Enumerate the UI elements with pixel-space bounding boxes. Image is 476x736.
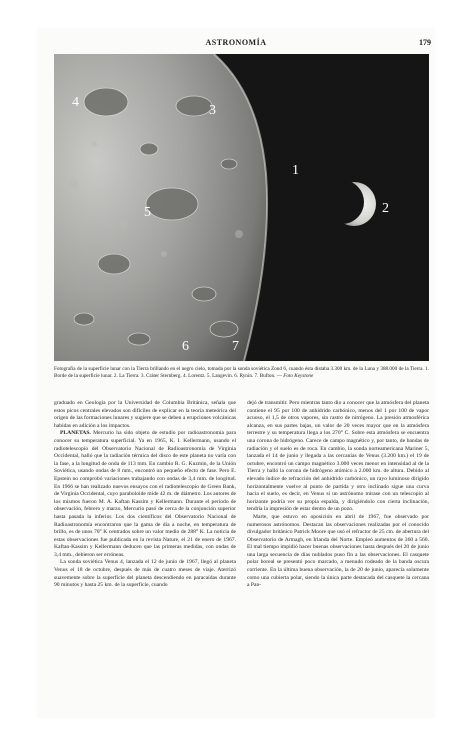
- photo-credit: Foto Keystone: [283, 373, 314, 379]
- article-body: [54, 400, 429, 716]
- paragraph: La sonda soviética Venus 4, lanzada el 12 de junio de 1967, llegó al planeta Venus el 18 de octubre, después de más de cuatro meses de viaje. Aterrizó suavemente sobre la superficie del planeta descendiendo en paracaídas durante 90 minutos y hasta 25 km. de la superficie, cuando: [54, 559, 236, 589]
- paragraph-text: Mercurio ha sido objeto de estudio por radioastronomía para conocer su temperatura superficial. Ya en 1965, K. I. Kellermann, usando el radiotelescopio del Observatorio Nacional de Radioastronomía de Virginia Occidental, halló que la radiación térmica del disco de este planeta no varía con la fase, a la longitud de onda de 113 mm. En cambio R. G. Kuzmin, de la Unión Soviética, usando ondas de 8 mm., encontró un pequeño efecto de fase. Pero E. Epstein no comprobó variaciones trabajando con ondas de 3,4 mm. de longitud. En 1966 se han realizado nuevos ensayos con el radiotelescopio de Green Bank, de Virginia Occidental, cuyo paraboloide mide 42 m. de diámetro. Los autores de los mismos fueron M. A. Kaftan Kassim y Kellermann. Durante el período de observación, febrero y marzo, Mercurio pasó de cerca de la conjunción superior hasta pasada la inferior. Los dos científicos del Observatorio Nacional de Radioastronomía encontraron que la gama de día a noche, en temperatura de brillo, es de unos 70° K centrados sobre un valor medio de 288° K. La noticia de estas observaciones fue publicada en la revista Nature, el 21 de enero de 1967. Kaftan-Kassim y Kellermann deducen que las primeras medidas, con ondas de 3,4 mm., debieron ser erróneas.: [54, 430, 236, 558]
- figure-marker-3: 3: [209, 103, 216, 118]
- section-label-planets: PLANETAS.: [60, 430, 91, 437]
- paragraph-planets: [54, 430, 236, 559]
- page-number: 179: [419, 38, 431, 47]
- section-title: ASTRONOMÍA: [205, 38, 267, 47]
- moon-earth-photograph: [54, 54, 429, 361]
- paragraph: graduado en Geología por la Universidad de Columbia Británica, señala que estos picos centrales elevados son difíciles de explicar en la teoría meteórica del origen de las formaciones lunares y sugiere que se deben a erupciones volcánicas habidas en adición a los impactos.: [54, 400, 236, 429]
- paragraph: dejó de transmitir. Pero mientras tanto dio a conocer que la atmósfera del planeta contiene el 95 por 100 de anhídrido carbónico, menos del 1 por 100 de vapor acuoso, el 1,5 de otros vapores, sin rastro de nitrógeno. La presión atmosférica alcanza, en sus partes bajas, un valor de 20 veces mayor que en la atmósfera terrestre y su temperatura llega a los 270° C. Sobre esta atmósfera se encuentra una corona de hidrógeno. Carece de campo magnético y, por tanto, de bandas de radiación y el suelo es de roca. En cambio, la sonda norteamericana Mariner 5, lanzada el 14 de junio y llegada a las cercanías de Venus (3.200 km.) el 19 de octubre, encontró un campo magnético 3.000 veces menor en intensidad al de la Tierra y halló la corona de hidrógeno atómico a 2.000 km. de altura. Debido al elevado índice de refracción del anhídrido carbónico, un rayo luminoso dirigido horizontalmente vuelve al punto de partida y otro inclinado sigue una curva hacia el suelo, es decir, en Venus si un astrónomo mirase con un telescopio al horizonte podría ver su propia espalda, y dirigiéndolo con cierta inclinación, tendría la impresión de estar dentro de un pozo.: [247, 400, 429, 513]
- earth-crescent: [320, 180, 376, 226]
- running-header: [37, 38, 435, 52]
- left-column: [54, 400, 236, 716]
- right-column: [247, 400, 429, 716]
- figure-marker-5: 5: [144, 205, 151, 220]
- page: [37, 28, 435, 718]
- photograph-illustration: [54, 54, 429, 361]
- figure-marker-4: 4: [72, 95, 79, 110]
- figure-caption: Fotografía de la superficie lunar con la Tierra brillando en el negro cielo, tomada por la sonda soviética Zond 6, cuando ésta distaba 3.300 km. de la Luna y 388.000 de la Tierra. 1. Borde de la superficie lunar. 2. La Tierra. 3. Cráter Sternberg. 4. Lorentz. 5. Langevin. 6. Rynin. 7. Bufton. — Foto Keystone: [54, 366, 429, 379]
- paragraph: Marte, que estuvo en oposición en abril de 1967, fue observado por numerosos astrónomos. Destacan las observaciones realizadas por el conocido divulgador británico Patrick Moore que usó el refractor de 25 cm. de abertura del Observatorio de Armagh, en Irlanda del Norte. Empleó aumentos de 360 a 560. El mal tiempo impidió hacer buenas observaciones hasta después del 20 de junio una larga secuencia de días nublados puso fin a las observaciones. El casquete polar boreal se presentó poco marcado, a menudo rodeado de la banda oscura corriente. En la última buena observación, la de 20 de junio, aparecía solamente como una cubierta polar, siendo la única parte destacada del casquete la cercana a Pan-: [247, 513, 429, 589]
- figure-marker-7: 7: [232, 339, 239, 354]
- figure-marker-6: 6: [182, 339, 189, 354]
- caption-text: Fotografía de la superficie lunar con la Tierra brillando en el negro cielo, tomada por la sonda soviética Zond 6, cuando ésta distaba 3.300 km. de la Luna y 388.000 de la Tierra. 1. Borde de la superficie lunar. 2. La Tierra. 3. Cráter Sternberg. 4. Lorentz. 5. Langevin. 6. Rynin. 7. Bufton.: [54, 366, 429, 379]
- figure-marker-1: 1: [292, 163, 299, 178]
- figure-marker-2: 2: [382, 201, 389, 216]
